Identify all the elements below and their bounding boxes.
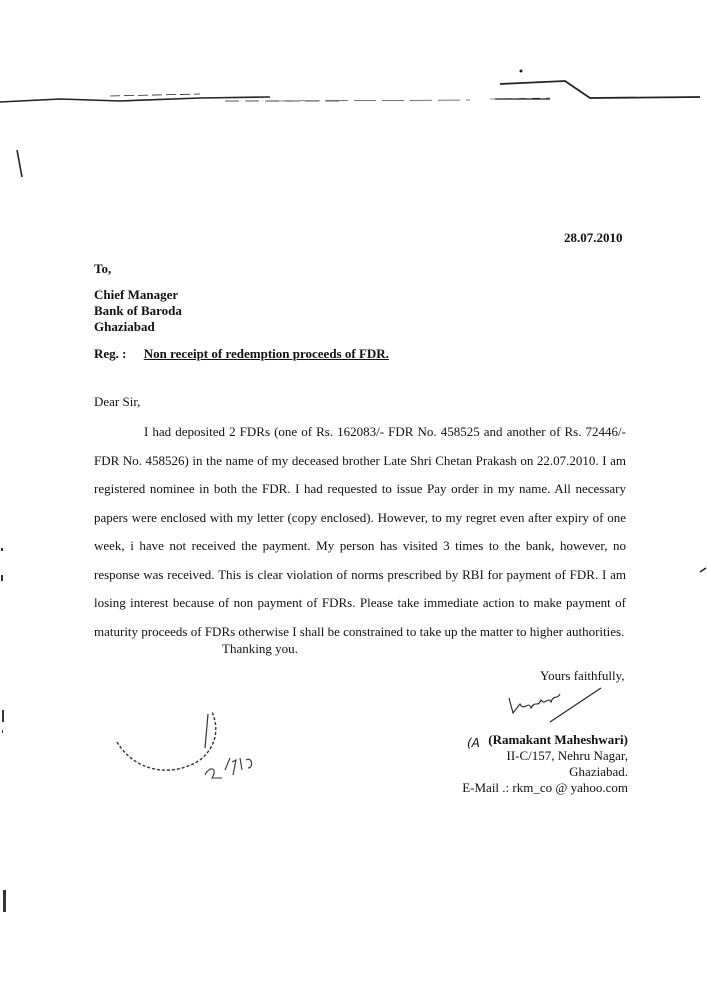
sender-city: Ghaziabad. (569, 764, 628, 779)
closing-line: Yours faithfully, (540, 668, 625, 683)
salutation: Dear Sir, (94, 394, 141, 409)
received-stamp (117, 712, 252, 778)
subject-line (94, 346, 389, 362)
signature (509, 688, 601, 722)
recipient-address (94, 287, 182, 335)
handwritten-initials: (A (467, 736, 480, 750)
recipient-city: Ghaziabad (94, 319, 155, 334)
to-label: To, (94, 261, 112, 276)
margin-dash-right (700, 568, 706, 572)
letter-date: 28.07.2010 (564, 230, 623, 245)
sender-address: II-C/157, Nehru Nagar, (506, 748, 628, 763)
letter-body: I had deposited 2 FDRs (one of Rs. 162083/- FDR No. 458525 and another of Rs. 72446/- FDR No. 458526) in the name of my deceased brother Late Shri Chetan Prakash on 22.07.2010. I am registered nominee in both the FDR. I had requested to issue Pay order in my name. All necessary papers were enclosed with my letter (copy enclosed). However, to my regret even after expiry of one week, i have not received the payment. My person has visited 3 times to the bank, however, no response was received. This is clear violation of norms prescribed by RBI for payment of FDR. I am losing interest because of non payment of FDRs. Please take immediate action to make payment of maturity proceeds of FDRs otherwise I shall be constrained to take up the matter to higher authorities. (94, 424, 626, 639)
sender-name: (Ramakant Maheshwari) (488, 732, 628, 747)
recipient-title: Chief Manager (94, 287, 179, 302)
sender-block (462, 732, 628, 796)
thanks-line: Thanking you. (222, 641, 298, 656)
reg-label: Reg. : (94, 346, 127, 361)
margin-stroke (17, 150, 22, 177)
subject-text: Non receipt of redemption proceeds of FDR. (143, 346, 389, 361)
top-scan-lines (0, 70, 700, 103)
recipient-bank: Bank of Baroda (94, 303, 182, 318)
sender-email: E-Mail .: rkm_co @ yahoo.com (462, 780, 628, 795)
margin-specks-left (1, 548, 6, 912)
stamp-handwritten-date (205, 758, 252, 778)
